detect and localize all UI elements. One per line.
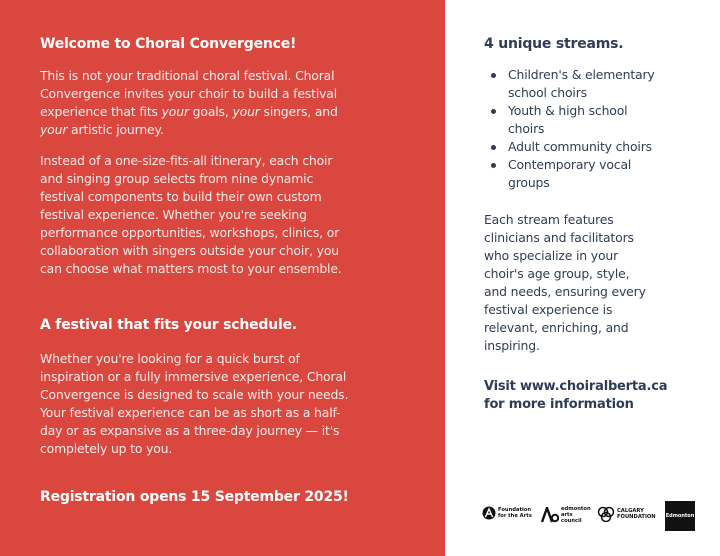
calgary-foundation-logo — [597, 506, 656, 522]
itinerary-line: collaboration with singers outside your choir, you — [40, 243, 339, 258]
website-link[interactable] — [484, 378, 667, 414]
edmonton-logo — [665, 501, 695, 531]
intro-emphasis: your — [232, 104, 260, 119]
calgary-foundation-line: FOUNDATION — [617, 514, 656, 520]
website-line: Visit www.choiralberta.ca — [484, 379, 668, 394]
stream-description-line: and needs, ensuring every — [484, 284, 646, 299]
stream-label: Youth & high school — [508, 103, 628, 118]
eac-logo — [541, 506, 591, 524]
schedule-line: day or as expansive as a three-day journey — it's — [40, 423, 340, 438]
intro-emphasis: your — [40, 122, 68, 137]
intro-text: experience that fits — [40, 104, 162, 119]
stream-description-line: clinicians and facilitators — [484, 230, 634, 245]
stream-description-line: who specialize in your — [484, 248, 619, 263]
list-item — [490, 102, 710, 138]
calgary-foundation-line: CALGARY — [617, 508, 644, 514]
calgary-foundation-icon — [597, 506, 615, 522]
stream-description-line: festival experience is — [484, 302, 613, 317]
itinerary-line: Instead of a one-size-fits-all itinerary, each choir — [40, 153, 333, 168]
stream-description-line: choir's age group, style, — [484, 266, 630, 281]
afa-logo-line: for the Arts — [498, 513, 532, 519]
itinerary-paragraph — [40, 152, 432, 278]
schedule-line: inspiration or a fully immersive experience, Choral — [40, 369, 347, 384]
list-item — [490, 138, 710, 156]
right-panel — [445, 0, 720, 556]
itinerary-line: can choose what matters most to your ensemble. — [40, 261, 342, 276]
stream-label: Adult community choirs — [508, 139, 652, 154]
schedule-line: completely up to you. — [40, 441, 173, 456]
website-line: for more information — [484, 397, 634, 412]
itinerary-line: performance opportunities, workshops, clinics, or — [40, 225, 340, 240]
itinerary-line: and singing group selects from nine dynamic — [40, 171, 314, 186]
stream-label: choirs — [508, 121, 545, 136]
eac-logo-line: edmonton — [561, 506, 591, 512]
stream-label: groups — [508, 175, 550, 190]
afa-logo — [482, 506, 532, 520]
stream-description — [484, 211, 709, 355]
schedule-line: Whether you're looking for a quick burst of — [40, 351, 300, 366]
stream-description-line: Each stream features — [484, 212, 614, 227]
intro-text: goals, — [188, 104, 233, 119]
streams-list — [490, 66, 710, 192]
intro-text: singers, and — [259, 104, 338, 119]
stream-description-line: inspiring. — [484, 338, 540, 353]
stream-label: school choirs — [508, 85, 587, 100]
afa-logo-line: Foundation — [498, 507, 532, 513]
eac-logo-line: council — [561, 518, 582, 524]
list-item — [490, 66, 710, 102]
schedule-heading: A festival that fits your schedule. — [40, 317, 298, 333]
welcome-heading: Welcome to Choral Convergence! — [40, 36, 297, 52]
intro-paragraph — [40, 67, 432, 139]
intro-line-3 — [40, 103, 432, 121]
schedule-paragraph — [40, 350, 432, 458]
itinerary-line: festival experience. Whether you're seeking — [40, 207, 307, 222]
stream-label: Children's & elementary — [508, 67, 655, 82]
eac-logo-icon — [541, 507, 559, 523]
list-item — [490, 156, 710, 192]
streams-heading: 4 unique streams. — [484, 36, 624, 52]
registration-notice: Registration opens 15 September 2025! — [40, 489, 349, 505]
intro-line-2: Convergence invites your choir to build a festival — [40, 86, 338, 101]
eac-logo-line: arts — [561, 512, 573, 518]
stream-label: Contemporary vocal — [508, 157, 632, 172]
intro-line-4 — [40, 121, 432, 139]
schedule-line: Convergence is designed to scale with your needs. — [40, 387, 349, 402]
edmonton-logo-text: Edmonton — [665, 513, 695, 519]
itinerary-line: festival components to build their own custom — [40, 189, 322, 204]
intro-emphasis: your — [161, 104, 189, 119]
stream-description-line: relevant, enriching, and — [484, 320, 629, 335]
afa-logo-icon — [482, 506, 496, 520]
schedule-line: Your festival experience can be as short as a half- — [40, 405, 341, 420]
intro-line-1: This is not your traditional choral festival. Choral — [40, 68, 335, 83]
intro-text: artistic journey. — [67, 122, 164, 137]
